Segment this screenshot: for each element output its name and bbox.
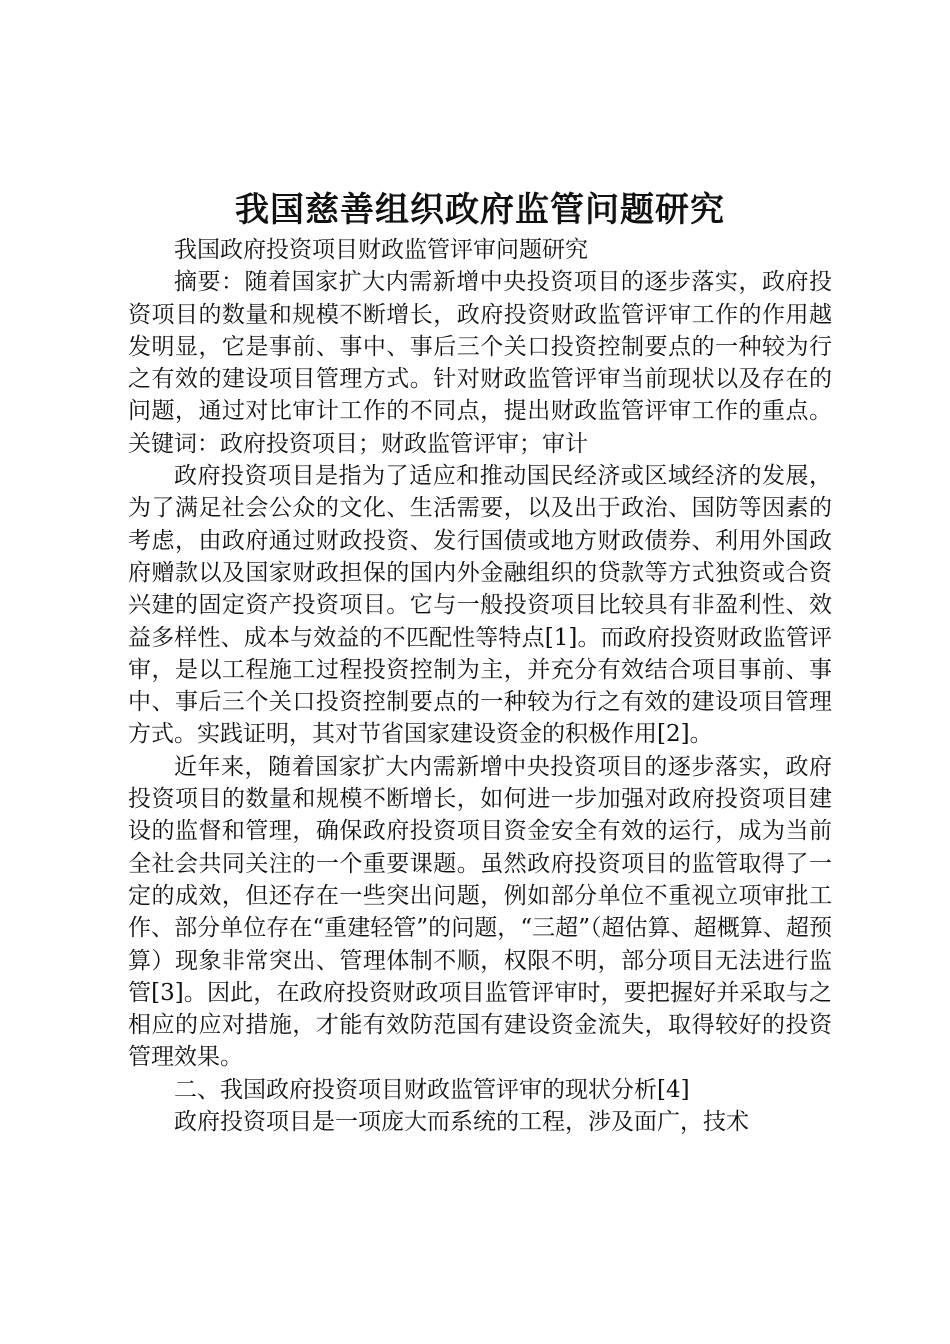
body-paragraph-definition: 政府投资项目是指为了适应和推动国民经济或区域经济的发展，为了满足社会公众的文化、生活需要，以及出于政治、国防等因素的考虑，由政府通过财政投资、发行国债或地方财政债券、利用外国政府赠款以及国家财政担保的国内外金融组织的贷款等方式独资或合资兴建的固定资产投资项目。它与一般投资项目比较具有非盈利性、效益多样性、成本与效益的不匹配性等特点[1]。而政府投资财政监管评审，是以工程施工过程投资控制为主，并充分有效结合项目事前、事中、事后三个关口投资控制要点的一种较为行之有效的建设项目管理方式。实践证明，其对节省国家建设资金的积极作用[2]。: [128, 463, 832, 748]
section-heading: 二、我国政府投资项目财政监管评审的现状分析[4]: [174, 1076, 690, 1103]
body-paragraph-recent-years: 近年来，随着国家扩大内需新增中央投资项目的逐步落实，政府投资项目的数量和规模不断增长，如何进一步加强对政府投资项目建设的监督和管理，确保政府投资项目资金安全有效的运行，成为当前全社会共同关注的一个重要课题。虽然政府投资项目的监管取得了一定的成效，但还存在一些突出问题，例如部分单位不重视立项审批工作、部分单位存在“重建轻管”的问题，“三超”（超估算、超概算、超预算）现象非常突出、管理体制不顺，权限不明，部分项目无法进行监管[3]。因此，在政府投资财政项目监管评审时，要把握好并采取与之相应的应对措施，才能有效防范国有建设资金流失，取得较好的投资管理效果。: [128, 753, 832, 1071]
body-paragraph-truncated: 政府投资项目是一项庞大而系统的工程，涉及面广，技术: [174, 1109, 749, 1136]
subtitle-paragraph: 我国政府投资项目财政监管评审问题研究: [174, 237, 588, 263]
document-title: 我国慈善组织政府监管问题研究: [235, 190, 725, 230]
abstract-paragraph: 摘要：随着国家扩大内需新增中央投资项目的逐步落实，政府投资项目的数量和规模不断增长，政府投资财政监管评审工作的作用越发明显，它是事前、事中、事后三个关口投资控制要点的一种较为行之有效的建设项目管理方式。针对财政监管评审当前现状以及存在的问题，通过对比审计工作的不同点，提出财政监管评审工作的重点。关键词：政府投资项目；财政监管评审；审计: [128, 269, 832, 457]
